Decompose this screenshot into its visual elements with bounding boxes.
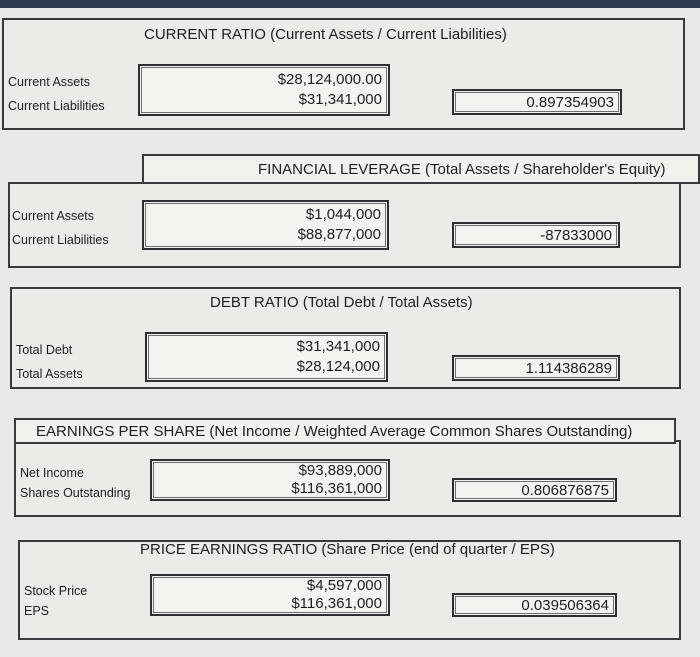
financial-leverage-result	[452, 222, 620, 248]
value-line: $4,597,000	[306, 577, 382, 594]
eps-values	[150, 459, 390, 501]
debt-ratio-title	[206, 287, 606, 317]
row-label: Net Income	[20, 466, 84, 480]
row-label: Total Debt	[16, 343, 73, 357]
section-title: FINANCIAL LEVERAGE (Total Assets / Shareholder's Equity)	[258, 160, 666, 178]
value-line: $116,361,000	[291, 595, 382, 612]
row-label: Stock Price	[24, 584, 88, 598]
row-label: Shares Outstanding	[20, 486, 131, 500]
debt-ratio-values	[145, 332, 388, 382]
result-value: 0.806876875	[521, 481, 609, 499]
row-label: Current Assets	[12, 209, 94, 223]
financial-leverage-labels	[12, 204, 109, 252]
section-title: DEBT RATIO (Total Debt / Total Assets)	[210, 293, 473, 311]
section-title: EARNINGS PER SHARE (Net Income / Weighted Average Common Shares Outstanding)	[36, 422, 633, 440]
result-value: -87833000	[540, 226, 612, 244]
debt-ratio-result	[452, 355, 620, 381]
current-ratio-result	[452, 89, 622, 115]
top-edge-bar	[0, 0, 700, 8]
section-title: CURRENT RATIO (Current Assets / Current Liabilities)	[144, 25, 507, 43]
value-line: $1,044,000	[305, 206, 381, 223]
row-label: EPS	[24, 604, 50, 618]
value-line: $116,361,000	[291, 480, 382, 497]
financial-leverage-values	[142, 200, 389, 250]
pe-ratio-values	[150, 574, 390, 616]
debt-ratio-labels	[16, 338, 83, 386]
result-value: 0.897354903	[526, 93, 614, 111]
value-line: $31,341,000	[298, 91, 382, 108]
result-value: 1.114386289	[525, 359, 612, 377]
pe-ratio-labels	[24, 581, 87, 621]
eps-labels	[20, 463, 131, 503]
value-line: $93,889,000	[298, 462, 382, 479]
eps-title	[14, 418, 676, 444]
section-title: PRICE EARNINGS RATIO (Share Price (end of quarter / EPS)	[140, 540, 555, 558]
result-value: 0.039506364	[521, 596, 609, 614]
value-line: $28,124,000	[296, 358, 380, 375]
row-label: Current Liabilities	[12, 233, 109, 247]
financial-leverage-title	[142, 154, 700, 184]
current-ratio-values	[138, 64, 390, 116]
current-ratio-title	[140, 18, 685, 50]
value-line: $28,124,000.00	[277, 71, 382, 88]
row-label: Current Assets	[8, 75, 90, 89]
pe-ratio-title	[136, 538, 596, 560]
row-label: Current Liabilities	[8, 99, 105, 113]
current-ratio-labels	[8, 70, 105, 118]
row-label: Total Assets	[16, 367, 83, 381]
eps-result	[452, 478, 617, 502]
pe-ratio-result	[452, 593, 617, 617]
value-line: $88,877,000	[297, 226, 381, 243]
value-line: $31,341,000	[296, 338, 380, 355]
